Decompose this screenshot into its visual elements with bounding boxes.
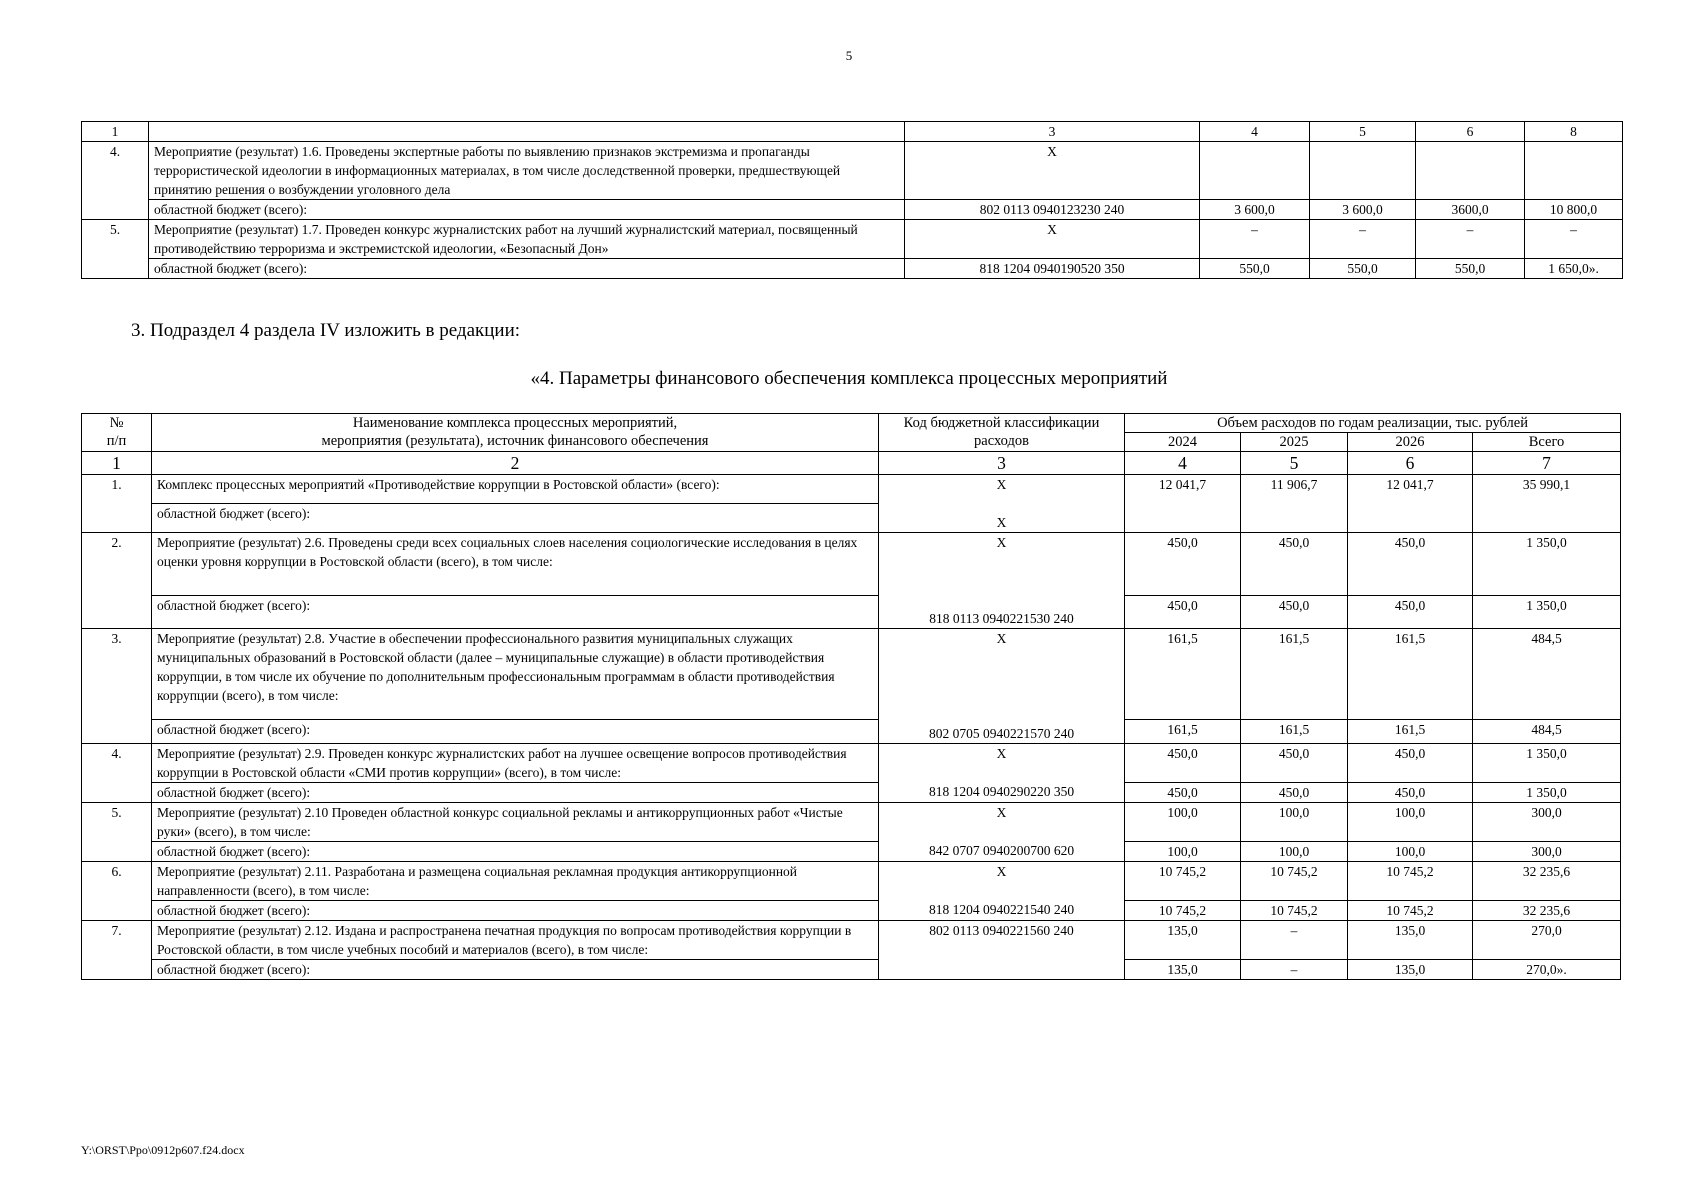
table-subrow xyxy=(82,960,1621,980)
column-number: 2 xyxy=(152,452,879,475)
budget-code xyxy=(879,803,1125,862)
row-number: 6. xyxy=(82,862,152,921)
value-cell xyxy=(1125,475,1241,533)
value-cell: 10 745,2 xyxy=(1348,862,1473,901)
value-cell: 32 235,6 xyxy=(1473,862,1621,901)
value-cell: 1 350,0 xyxy=(1473,533,1621,596)
value-cell: – xyxy=(1416,220,1525,259)
value-cell: 32 235,6 xyxy=(1473,901,1621,921)
value-cell: 450,0 xyxy=(1125,744,1241,783)
value-cell: 300,0 xyxy=(1473,803,1621,842)
activity-name: Комплекс процессных мероприятий «Противодействие коррупции в Ростовской области» (всего): xyxy=(152,475,879,504)
value-cell xyxy=(1241,475,1348,533)
row-number: 2. xyxy=(82,533,152,629)
column-number: 4 xyxy=(1125,452,1241,475)
value-cell: – xyxy=(1310,220,1416,259)
budget-code: 802 0113 0940221560 240 xyxy=(879,921,1125,980)
table-row xyxy=(82,629,1621,720)
value-cell: – xyxy=(1200,220,1310,259)
value-cell: 450,0 xyxy=(1348,533,1473,596)
budget-code-sub: 818 1204 0940221540 240 xyxy=(928,902,1075,917)
header-year: 2026 xyxy=(1348,433,1473,452)
table-row xyxy=(82,220,1623,259)
header-year: 2024 xyxy=(1125,433,1241,452)
budget-code: X xyxy=(905,142,1200,200)
activity-name: Мероприятие (результат) 2.11. Разработана и размещена социальная рекламная продукция антикоррупционной направленности (всего), в том числе: xyxy=(152,862,879,901)
activity-name: Мероприятие (результат) 2.10 Проведен областной конкурс социальной рекламы и антикоррупционных работ «Чистые руки» (всего), в том числе: xyxy=(152,803,879,842)
value-cell: 450,0 xyxy=(1241,783,1348,803)
value-cell: 10 745,2 xyxy=(1241,901,1348,921)
budget-code xyxy=(879,744,1125,803)
value-cell xyxy=(1473,475,1621,533)
table-row xyxy=(82,921,1621,960)
value-cell: 1 650,0». xyxy=(1525,259,1623,279)
column-number: 1 xyxy=(82,452,152,475)
value-cell xyxy=(1200,142,1310,200)
value-cell: 550,0 xyxy=(1310,259,1416,279)
column-number: 7 xyxy=(1473,452,1621,475)
table-row xyxy=(82,475,1621,504)
value-cell xyxy=(1310,142,1416,200)
activity-name: Мероприятие (результат) 2.8. Участие в обеспечении профессионального развития муниципальных служащих муниципальных образований в Ростовской области (далее – муниципальные служащие) в области противодействия коррупции, в том числе их обучение по дополнительным профессиональным программам в области противодействия коррупции (всего), в том числе: xyxy=(152,629,879,720)
value-cell: 100,0 xyxy=(1241,803,1348,842)
table-row xyxy=(82,533,1621,596)
table-subrow xyxy=(82,596,1621,629)
value-cell: – xyxy=(1241,960,1348,980)
value-cell: 10 745,2 xyxy=(1348,901,1473,921)
value-cell: 135,0 xyxy=(1125,921,1241,960)
table-row xyxy=(82,803,1621,842)
table-row xyxy=(82,862,1621,901)
budget-code-top: X xyxy=(996,805,1007,820)
budget-code: X xyxy=(905,220,1200,259)
value-cell: 450,0 xyxy=(1241,744,1348,783)
header-cell xyxy=(149,122,905,142)
table-subrow xyxy=(82,783,1621,803)
funding-source: областной бюджет (всего): xyxy=(152,960,879,980)
column-number: 3 xyxy=(879,452,1125,475)
value-cell: 100,0 xyxy=(1348,803,1473,842)
budget-code-top: X xyxy=(996,535,1007,550)
table-row xyxy=(82,142,1623,200)
header-cell: 5 xyxy=(1310,122,1416,142)
value-cell: 300,0 xyxy=(1473,842,1621,862)
value-cell: – xyxy=(1241,921,1348,960)
file-path-footer: Y:\ORST\Ppo\0912p607.f24.docx xyxy=(81,1143,245,1157)
budget-code-sub: 802 0705 0940221570 240 xyxy=(928,726,1075,741)
table-subrow xyxy=(82,842,1621,862)
activity-name: Мероприятие (результат) 2.12. Издана и распространена печатная продукция по вопросам противодействия коррупции в Ростовской области, в том числе учебных пособий и материалов (всего), в том числе: xyxy=(152,921,879,960)
header-num: № п/п xyxy=(82,414,152,452)
table-row xyxy=(82,744,1621,783)
value-cell: 450,0 xyxy=(1241,533,1348,596)
financing-table xyxy=(81,413,1621,980)
value-cell: 550,0 xyxy=(1200,259,1310,279)
header-cell: 3 xyxy=(905,122,1200,142)
value-cell: 450,0 xyxy=(1348,744,1473,783)
table-continuation xyxy=(81,121,1623,279)
header-year: Всего xyxy=(1473,433,1621,452)
value-cell: 270,0». xyxy=(1473,960,1621,980)
value-cell: 100,0 xyxy=(1125,803,1241,842)
value-cell: 450,0 xyxy=(1125,783,1241,803)
header-code: Код бюджетной классификации расходов xyxy=(879,414,1125,452)
value: 11 906,7 xyxy=(1270,477,1318,492)
header-cell: 1 xyxy=(82,122,149,142)
column-numbers-row xyxy=(82,452,1621,475)
value-cell: 3 600,0 xyxy=(1310,200,1416,220)
page-number: 5 xyxy=(845,48,853,63)
funding-source: областной бюджет (всего): xyxy=(152,720,879,744)
value: 35 990,1 xyxy=(1522,477,1571,492)
value-cell: 161,5 xyxy=(1125,629,1241,720)
value-cell: 10 745,2 xyxy=(1241,862,1348,901)
funding-source: областной бюджет (всего): xyxy=(152,504,879,533)
value-cell: 135,0 xyxy=(1348,960,1473,980)
budget-code-top: X xyxy=(996,477,1007,492)
row-number: 3. xyxy=(82,629,152,744)
row-number: 5. xyxy=(82,803,152,862)
row-number: 4. xyxy=(82,142,149,220)
budget-code-second: 818 1204 0940290220 350 xyxy=(928,784,1075,799)
activity-name: Мероприятие (результат) 2.9. Проведен конкурс журналистских работ на лучшее освещение вопросов противодействия коррупции в Ростовской области «СМИ против коррупции» (всего), в том числе: xyxy=(152,744,879,783)
budget-code xyxy=(879,533,1125,629)
row-number: 5. xyxy=(82,220,149,279)
budget-code: 802 0113 0940123230 240 xyxy=(905,200,1200,220)
value-cell: 161,5 xyxy=(1125,720,1241,744)
header-volume: Объем расходов по годам реализации, тыс. рублей xyxy=(1125,414,1621,433)
value-cell: 3600,0 xyxy=(1416,200,1525,220)
value-cell: 100,0 xyxy=(1348,842,1473,862)
value-cell: 1 350,0 xyxy=(1473,744,1621,783)
header-cell: 8 xyxy=(1525,122,1623,142)
value-cell: 1 350,0 xyxy=(1473,783,1621,803)
value-cell: 10 800,0 xyxy=(1525,200,1623,220)
value-cell: 135,0 xyxy=(1125,960,1241,980)
table-subrow xyxy=(82,259,1623,279)
budget-code-sub: 818 0113 0940221530 240 xyxy=(929,611,1074,626)
value-cell: 450,0 xyxy=(1348,783,1473,803)
value-cell: – xyxy=(1525,220,1623,259)
budget-code-sub: X xyxy=(996,515,1007,530)
funding-source: областной бюджет (всего): xyxy=(149,259,905,279)
budget-code-top: X xyxy=(996,746,1007,761)
value-cell: 450,0 xyxy=(1241,596,1348,629)
activity-name: Мероприятие (результат) 1.6. Проведены экспертные работы по выявлению признаков экстремизма и пропаганды террористической идеологии в информационных материалах, в том числе доследственной проверки, предшествующей принятию решения о возбуждении уголовного дела xyxy=(149,142,905,200)
activity-name: Мероприятие (результат) 1.7. Проведен конкурс журналистских работ на лучший журналистский материал, посвященный противодействию терроризма и экстремистской идеологии, «Безопасный Дон» xyxy=(149,220,905,259)
budget-code-top: X xyxy=(996,864,1007,879)
row-number: 1. xyxy=(82,475,152,533)
value-cell: 450,0 xyxy=(1125,533,1241,596)
value-cell xyxy=(1348,475,1473,533)
header-year: 2025 xyxy=(1241,433,1348,452)
value-cell: 270,0 xyxy=(1473,921,1621,960)
table-header-row xyxy=(82,414,1621,433)
value-cell: 550,0 xyxy=(1416,259,1525,279)
section-heading: «4. Параметры финансового обеспечения комплекса процессных мероприятий xyxy=(530,368,1168,389)
value-cell: 484,5 xyxy=(1473,629,1621,720)
value-cell: 1 350,0 xyxy=(1473,596,1621,629)
instruction-paragraph: 3. Подраздел 4 раздела IV изложить в редакции: xyxy=(131,320,521,341)
budget-code xyxy=(879,629,1125,744)
value-cell xyxy=(1416,142,1525,200)
value-cell: 450,0 xyxy=(1125,596,1241,629)
value-cell xyxy=(1525,142,1623,200)
row-number: 7. xyxy=(82,921,152,980)
value-cell: 135,0 xyxy=(1348,921,1473,960)
value-cell: 161,5 xyxy=(1241,629,1348,720)
funding-source: областной бюджет (всего): xyxy=(152,842,879,862)
column-number: 5 xyxy=(1241,452,1348,475)
row-number: 4. xyxy=(82,744,152,803)
funding-source: областной бюджет (всего): xyxy=(152,596,879,629)
value-cell: 161,5 xyxy=(1348,629,1473,720)
header-cell: 6 xyxy=(1416,122,1525,142)
value-cell: 450,0 xyxy=(1348,596,1473,629)
value: 12 041,7 xyxy=(1386,477,1434,492)
budget-code xyxy=(879,475,1125,533)
funding-source: областной бюджет (всего): xyxy=(152,901,879,921)
table-subrow xyxy=(82,901,1621,921)
funding-source: областной бюджет (всего): xyxy=(152,783,879,803)
budget-code: 818 1204 0940190520 350 xyxy=(905,259,1200,279)
value-cell: 161,5 xyxy=(1348,720,1473,744)
funding-source: областной бюджет (всего): xyxy=(149,200,905,220)
budget-code-sub: 842 0707 0940200700 620 xyxy=(928,843,1075,858)
budget-code-top: X xyxy=(996,631,1007,646)
table-header-row xyxy=(82,122,1623,142)
budget-code xyxy=(879,862,1125,921)
value-cell: 100,0 xyxy=(1241,842,1348,862)
value-cell: 3 600,0 xyxy=(1200,200,1310,220)
value-cell: 10 745,2 xyxy=(1125,901,1241,921)
value-cell: 161,5 xyxy=(1241,720,1348,744)
value-cell: 10 745,2 xyxy=(1125,862,1241,901)
value-cell: 100,0 xyxy=(1125,842,1241,862)
header-cell: 4 xyxy=(1200,122,1310,142)
table-subrow xyxy=(82,720,1621,744)
table-subrow xyxy=(82,200,1623,220)
header-name: Наименование комплекса процессных мероприятий, мероприятия (результата), источник финансового обеспечения xyxy=(152,414,879,452)
value: 12 041,7 xyxy=(1158,477,1207,492)
value-cell: 484,5 xyxy=(1473,720,1621,744)
column-number: 6 xyxy=(1348,452,1473,475)
activity-name: Мероприятие (результат) 2.6. Проведены среди всех социальных слоев населения социологические исследования в целях оценки уровня коррупции в Ростовской области (всего), в том числе: xyxy=(152,533,879,596)
